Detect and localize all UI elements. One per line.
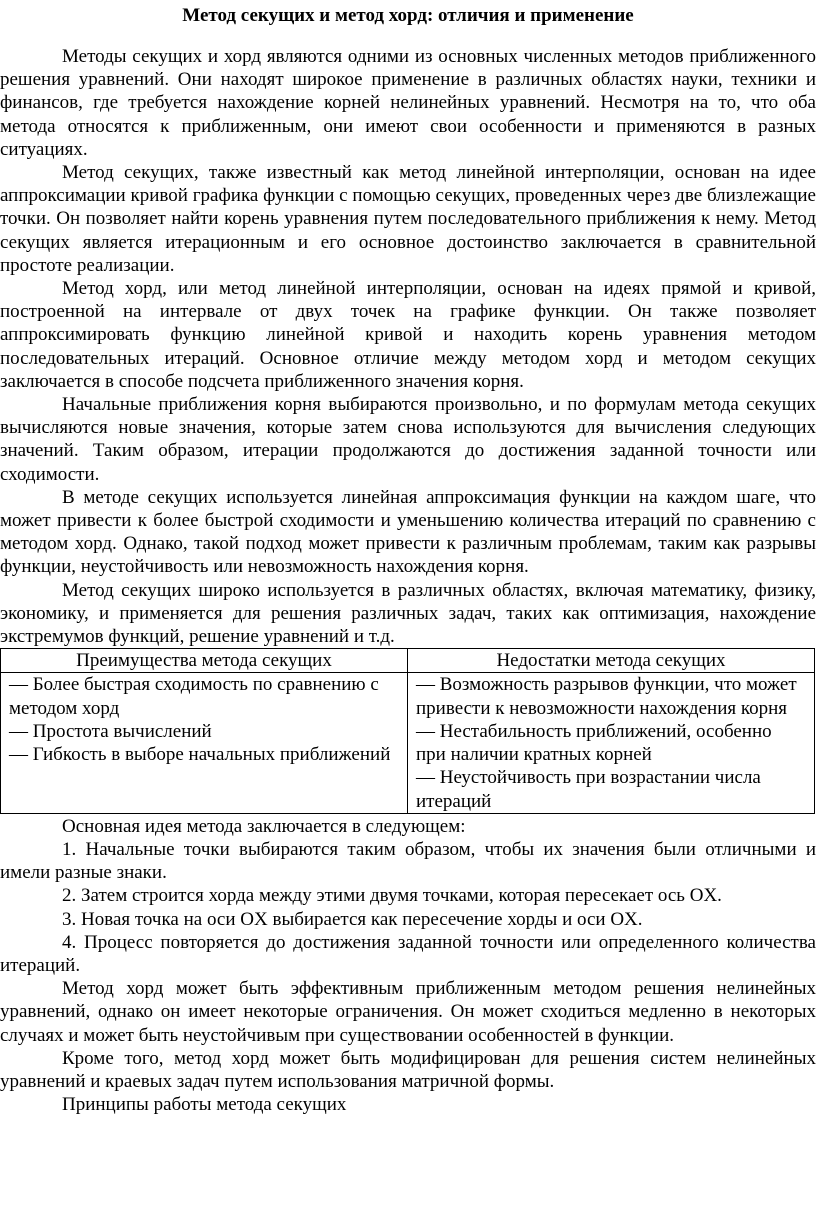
table-header-disadvantages: Недостатки метода секущих — [408, 649, 815, 673]
advantage-item: — Гибкость в выборе начальных приближений — [9, 744, 391, 766]
list-step: 3. Новая точка на оси OX выбирается как пересечение хорды и оси OX. — [62, 908, 643, 930]
paragraph: Основная идея метода заключается в следующем: — [62, 815, 466, 837]
comparison-table — [0, 648, 815, 813]
paragraph: Методы секущих и хорд являются одними из основных численных методов приближенного решения уравнений. Они находят широкое применение в различных областях науки, техники и финансов, где требуется нахождение корней нелинейных уравнений. Несмотря на то, что оба метода относятся к приближенным, они имеют свои особенности и применяются в разных ситуациях. — [0, 46, 816, 160]
disadvantages-cell — [408, 673, 815, 813]
paragraph: Кроме того, метод хорд может быть модифицирован для решения систем нелинейных уравнений и краевых задач путем использования матричной формы. — [0, 1047, 816, 1092]
document-body — [0, 45, 816, 1116]
paragraph: Метод хорд, или метод линейной интерполяции, основан на идеях прямой и кривой, построенной на интервале от двух точек на графике функции. Он также позволяет аппроксимировать функцию линейной кривой и находить корень уравнения методом последовательных итераций. Основное отличие между методом хорд и методом секущих заключается в способе подсчета приближенного значения корня. — [0, 278, 816, 392]
advantage-item: — Более быстрая сходимость по сравнению с методом хорд — [9, 674, 379, 719]
table-row — [1, 673, 815, 813]
list-step: 1. Начальные точки выбираются таким образом, чтобы их значения были отличными и имели разные знаки. — [0, 838, 816, 884]
paragraph: В методе секущих используется линейная аппроксимация функции на каждом шаге, что может привести к более быстрой сходимости и уменьшению количества итераций по сравнению с методом хорд. Однако, такой подход может привести к различным проблемам, таким как разрывы функции, неустойчивость или невозможность нахождения корня. — [0, 486, 816, 578]
advantages-cell — [1, 673, 408, 813]
table-header-advantages: Преимущества метода секущих — [1, 649, 408, 673]
disadvantage-item: — Нестабильность приближений, особенно при наличии кратных корней — [416, 720, 772, 766]
advantage-item: — Простота вычислений — [9, 720, 212, 742]
disadvantage-item: — Неустойчивость при возрастании числа итераций — [416, 767, 761, 812]
paragraph: Метод секущих, также известный как метод линейной интерполяции, основан на идее аппроксимации кривой графика функции с помощью секущих, проведенных через две близлежащие точки. Он позволяет найти корень уравнения путем последовательного приближения к нему. Метод секущих является итерационным и его основное достоинство заключается в сравнительной простоте реализации. — [0, 162, 816, 276]
paragraph: Начальные приближения корня выбираются произвольно, и по формулам метода секущих вычисляются новые значения, которые затем снова используются для вычисления следующих значений. Таким образом, итерации продолжаются до достижения заданной точности или сходимости. — [0, 394, 816, 485]
paragraph: Метод хорд может быть эффективным приближенным методом решения нелинейных уравнений, однако он имеет некоторые ограничения. Он может сходиться медленно в некоторых случаях и может быть неустойчивым при существовании особенностей в функции. — [0, 978, 816, 1046]
document-title: Метод секущих и метод хорд: отличия и применение — [182, 5, 634, 26]
paragraph: Метод секущих широко используется в различных областях, включая математику, физику, экономику, и применяется для решения различных задач, таких как оптимизация, нахождение экстремумов функций, решение уравнений и т.д. — [0, 579, 816, 648]
disadvantage-item: — Возможность разрывов функции, что может привести к невозможности нахождения корня — [416, 674, 797, 719]
list-step: 4. Процесс повторяется до достижения заданной точности или определенного количества итераций. — [0, 931, 816, 976]
table-header-row — [1, 649, 815, 673]
section-heading: Принципы работы метода секущих — [62, 1094, 347, 1116]
list-step: 2. Затем строится хорда между этими двумя точками, которая пересекает ось OX. — [62, 885, 722, 907]
